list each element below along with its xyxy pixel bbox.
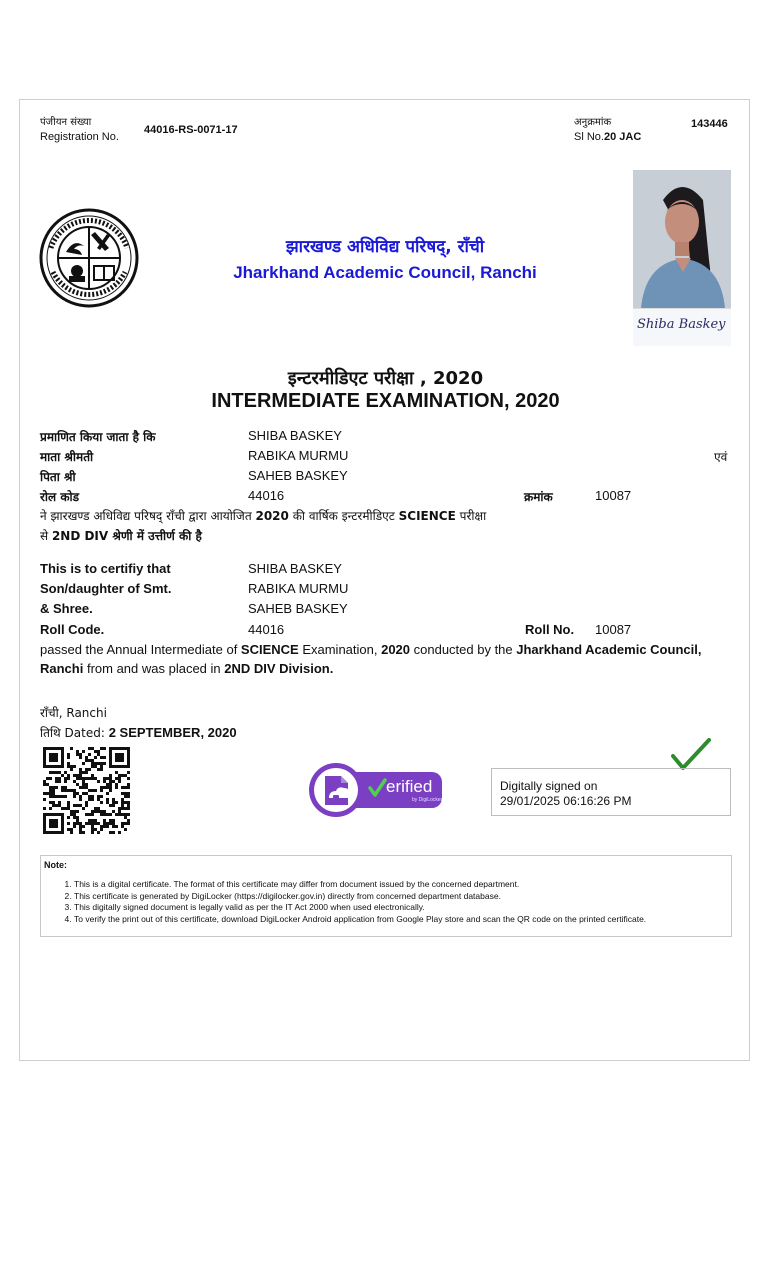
english-line2-council: Ranchi	[40, 661, 84, 676]
verified-text: erified	[386, 777, 433, 796]
roll-code-label-hi: रोल कोड	[40, 490, 80, 504]
hindi-line2-text-b: श्रेणी में उत्तीर्ण की है	[108, 529, 202, 543]
student-signature: Shiba Baskey	[637, 317, 726, 332]
mother-label-hi: माता श्रीमती	[40, 450, 94, 464]
digital-signature-label: Digitally signed on	[500, 779, 598, 793]
hindi-line2-text-a: से	[40, 529, 52, 543]
mother-label-en: Son/daughter of Smt.	[40, 581, 172, 596]
english-passing-line-2	[40, 659, 740, 678]
note-item: 2. This certificate is generated by DigiLocker (https://digilocker.gov.in) directly from concerned department database.	[74, 891, 754, 903]
father-label-hi: पिता श्री	[40, 470, 76, 484]
exam-title-english: INTERMEDIATE EXAMINATION, 2020	[211, 390, 560, 412]
serial-code: 20 JAC	[603, 131, 642, 143]
council-name-english: Jharkhand Academic Council, Ranchi	[233, 263, 537, 282]
english-line1-text-c: conducted by the	[410, 642, 517, 657]
father-name-en: SAHEB BASKEY	[248, 601, 348, 616]
serial-prefix: Sl No.	[574, 131, 604, 143]
registration-label-en: Registration No.	[40, 131, 119, 143]
serial-line	[574, 130, 641, 144]
student-signature-box	[633, 308, 731, 346]
and-label-hi: एवं	[714, 450, 728, 464]
roll-no-label-en: Roll No.	[525, 622, 575, 637]
mother-name-hi: RABIKA MURMU	[248, 448, 349, 463]
council-name-hindi: झारखण्ड अधिविद्य परिषद्, राँची	[285, 237, 485, 257]
student-photo	[633, 170, 731, 308]
student-name-en: SHIBA BASKEY	[248, 561, 342, 576]
father-name-hi: SAHEB BASKEY	[248, 468, 348, 483]
checkmark-icon	[671, 738, 711, 772]
english-line1-text-a: passed the Annual Intermediate of	[40, 642, 241, 657]
roll-code-en: 44016	[248, 622, 285, 637]
hindi-line1-text-a: ने झारखण्ड अधिविद्य परिषद् राँची द्वारा आयोजित	[40, 509, 256, 523]
roll-code-hi: 44016	[248, 488, 285, 503]
note-item: 4. To verify the print out of this certificate, download DigiLocker Android application from Google Play store and scan the QR code on the printed certificate.	[74, 914, 754, 926]
qr-code	[43, 747, 133, 835]
english-passing-line-1	[40, 640, 740, 659]
note-title: Note:	[44, 860, 67, 870]
serial-label	[574, 116, 641, 144]
hindi-passing-line-2	[40, 527, 740, 546]
english-line1-year: 2020	[381, 642, 411, 657]
father-label-en: & Shree.	[40, 601, 93, 616]
note-box	[40, 855, 732, 937]
english-line1-council: Jharkhand Academic Council,	[516, 642, 702, 657]
certify-label-hi: प्रमाणित किया जाता है कि	[40, 430, 156, 444]
english-line2-text-a: from and was placed in	[83, 661, 225, 676]
council-seal-icon	[39, 208, 139, 308]
digilocker-verified-badge	[308, 762, 444, 818]
registration-number: 44016-RS-0071-17	[144, 124, 238, 136]
verified-by-text: by DigiLocker	[412, 797, 443, 803]
date-label: तिथि Dated:	[40, 726, 109, 740]
exam-title-hindi: इन्टरमीडिएट परीक्षा , 2020	[287, 368, 484, 389]
digital-signature-box	[491, 768, 731, 816]
english-line1-text-b: Examination,	[298, 642, 382, 657]
registration-label-hi: पंजीयन संख्या	[40, 117, 92, 128]
serial-number: 143446	[691, 118, 728, 130]
student-name-hi: SHIBA BASKEY	[248, 428, 342, 443]
note-list	[41, 879, 754, 925]
roll-code-label-en: Roll Code.	[40, 622, 105, 637]
roll-no-label-hi: क्रमांक	[524, 490, 553, 504]
hindi-line1-stream: SCIENCE	[398, 509, 456, 523]
hindi-passing-line-1	[40, 507, 740, 526]
note-item: 1. This is a digital certificate. The format of this certificate may differ from document issued by the concerned department.	[74, 879, 754, 891]
hindi-line1-text-c: परीक्षा	[455, 509, 487, 523]
english-line2-division: 2ND DIV Division.	[224, 661, 334, 676]
hindi-line1-year: 2020	[255, 509, 289, 523]
serial-label-hi: अनुक्रमांक	[574, 117, 612, 128]
digital-signature-time: 29/01/2025 06:16:26 PM	[500, 794, 632, 808]
hindi-line1-text-b: की वार्षिक इन्टरमीडिएट	[288, 509, 399, 523]
certify-label-en: This is to certifiy that	[40, 561, 171, 576]
note-item: 3. This digitally signed document is legally valid as per the IT Act 2000 when used electronically.	[74, 902, 754, 914]
mother-name-en: RABIKA MURMU	[248, 581, 349, 596]
place-label: राँची, Ranchi	[40, 706, 107, 720]
english-line1-stream: SCIENCE	[240, 642, 299, 657]
certificate-page	[19, 99, 750, 1061]
registration-label	[40, 116, 119, 144]
roll-no-hi: 10087	[595, 488, 632, 503]
date-value: 2 SEPTEMBER, 2020	[108, 725, 237, 740]
hindi-line2-division: 2ND DIV	[51, 529, 109, 543]
date-line	[40, 724, 237, 741]
roll-no-en: 10087	[595, 622, 632, 637]
